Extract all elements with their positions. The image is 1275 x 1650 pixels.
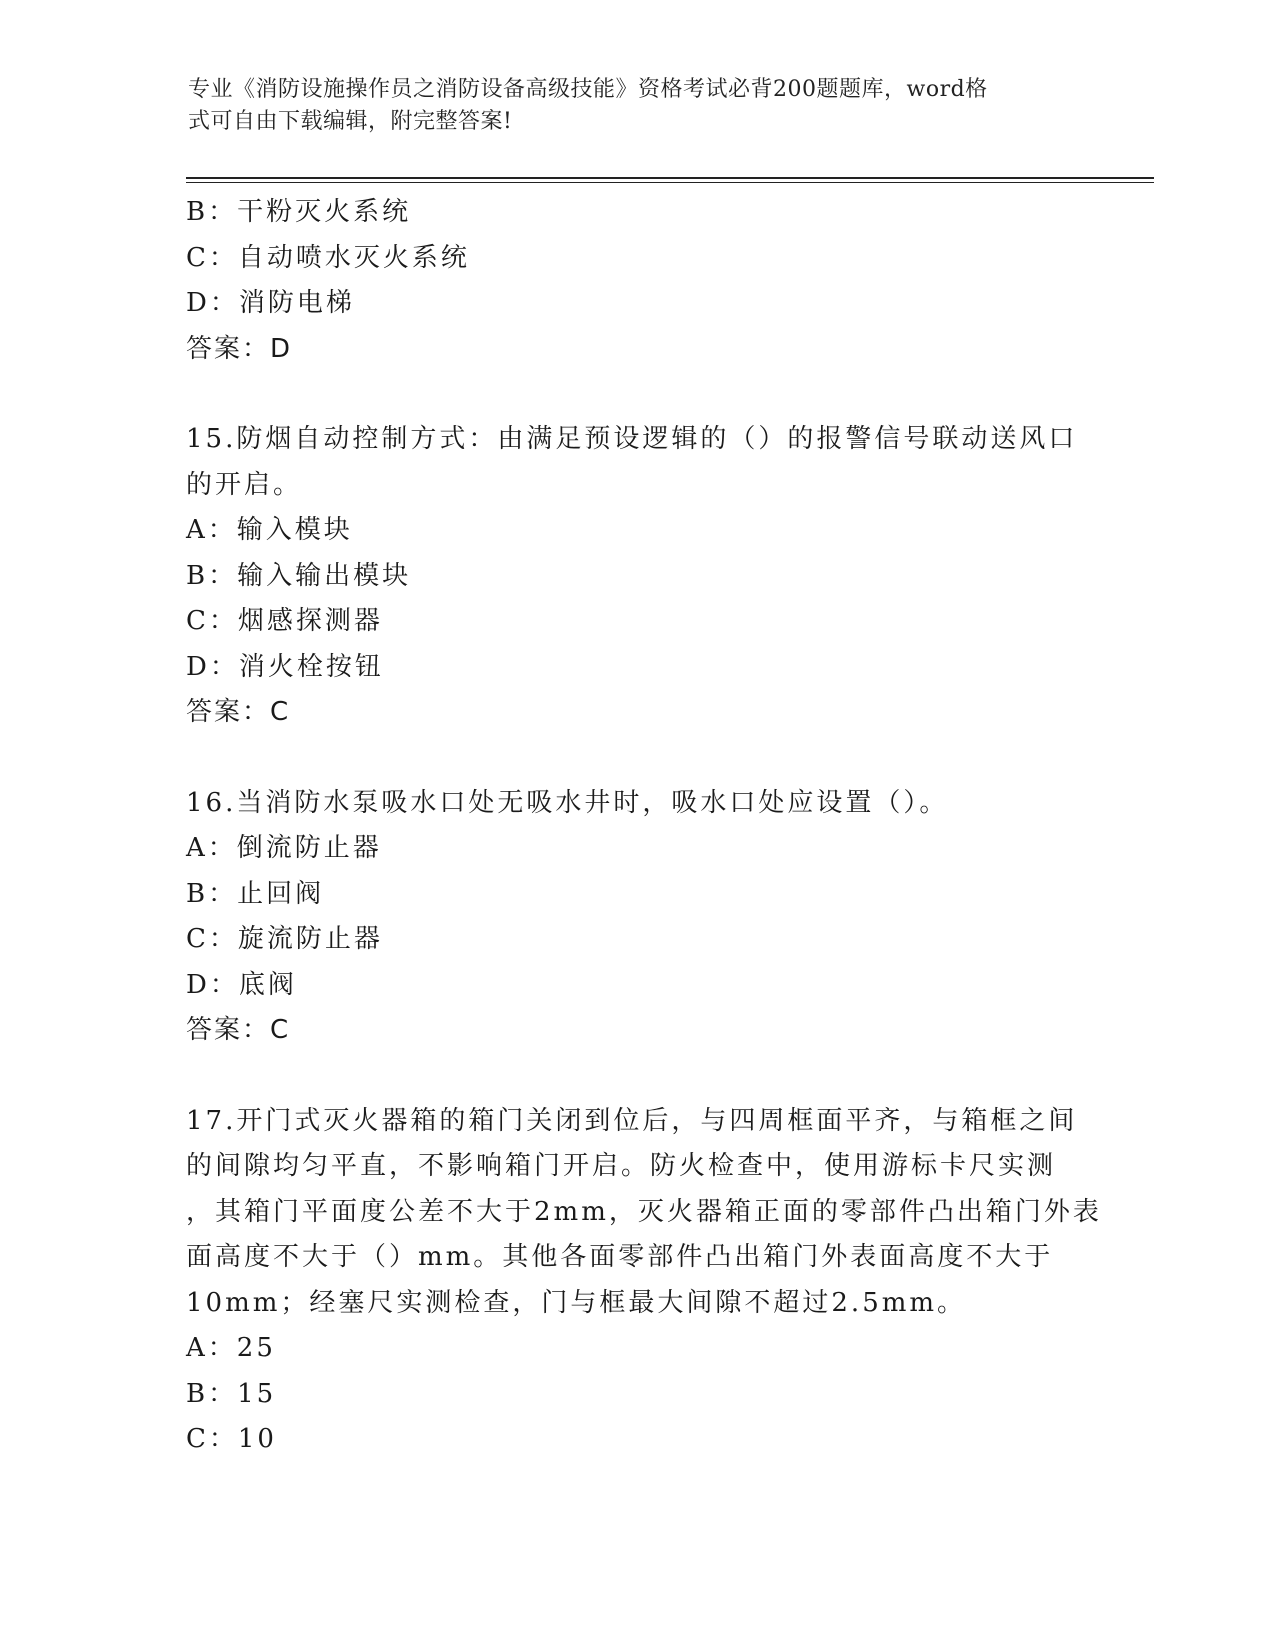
- option-c: C：自动喷水灭火系统: [186, 242, 470, 273]
- question-14-tail: [186, 190, 1086, 372]
- answer-line: 答案：C: [186, 697, 291, 727]
- answer-line: 答案：D: [186, 333, 293, 364]
- spacer: [186, 736, 1086, 781]
- option-b: B：输入输出模块: [186, 560, 412, 591]
- option-d: D：底阀: [186, 969, 297, 1000]
- option-c: C：10: [186, 1424, 277, 1454]
- spacer: [186, 1054, 1086, 1099]
- question-16: [186, 781, 1086, 1054]
- option-a: A：25: [186, 1333, 276, 1363]
- option-d: D：消防电梯: [186, 288, 355, 318]
- header-divider-thin: [186, 182, 1154, 183]
- spacer: [186, 372, 1086, 417]
- option-b: B：15: [186, 1378, 277, 1409]
- question-stem-line: 10mm；经塞尺实测检查，门与框最大间隙不超过2.5mm。: [186, 1287, 967, 1318]
- option-d: D：消火栓按钮: [186, 651, 384, 682]
- question-list: [186, 190, 1102, 1463]
- header-line-2: 式可自由下载编辑，附完整答案!: [188, 109, 513, 134]
- question-stem-line: 面高度不大于（）mm。其他各面零部件凸出箱门外表面高度不大于: [186, 1242, 1054, 1272]
- question-stem-line: 16.当消防水泵吸水口处无吸水井时，吸水口处应设置（）。: [186, 787, 949, 818]
- question-stem-line: 的开启。: [186, 469, 303, 500]
- answer-line: 答案：C: [186, 1015, 291, 1045]
- option-c: C：旋流防止器: [186, 924, 383, 954]
- header-divider-thick: [186, 177, 1154, 179]
- option-a: A：输入模块: [186, 515, 353, 545]
- option-b: B：止回阀: [186, 878, 325, 909]
- header-line-1: 专业《消防设施操作员之消防设备高级技能》资格考试必背200题题库，word格: [188, 77, 988, 102]
- question-15: [186, 417, 1086, 736]
- question-stem-line: ，其箱门平面度公差不大于2mm，灭火器箱正面的零部件凸出箱门外表: [186, 1196, 1102, 1227]
- question-stem-line: 15.防烟自动控制方式：由满足预设逻辑的（）的报警信号联动送风口: [186, 424, 1078, 454]
- option-b: B：干粉灭火系统: [186, 197, 412, 227]
- question-17: [186, 1099, 1102, 1463]
- option-a: A：倒流防止器: [186, 833, 382, 863]
- question-stem-line: 17.开门式灭火器箱的箱门关闭到位后，与四周框面平齐，与箱框之间: [186, 1105, 1078, 1136]
- option-c: C：烟感探测器: [186, 606, 383, 636]
- page-header: [188, 74, 1068, 138]
- question-stem-line: 的间隙均匀平直，不影响箱门开启。防火检查中，使用游标卡尺实测: [186, 1151, 1057, 1181]
